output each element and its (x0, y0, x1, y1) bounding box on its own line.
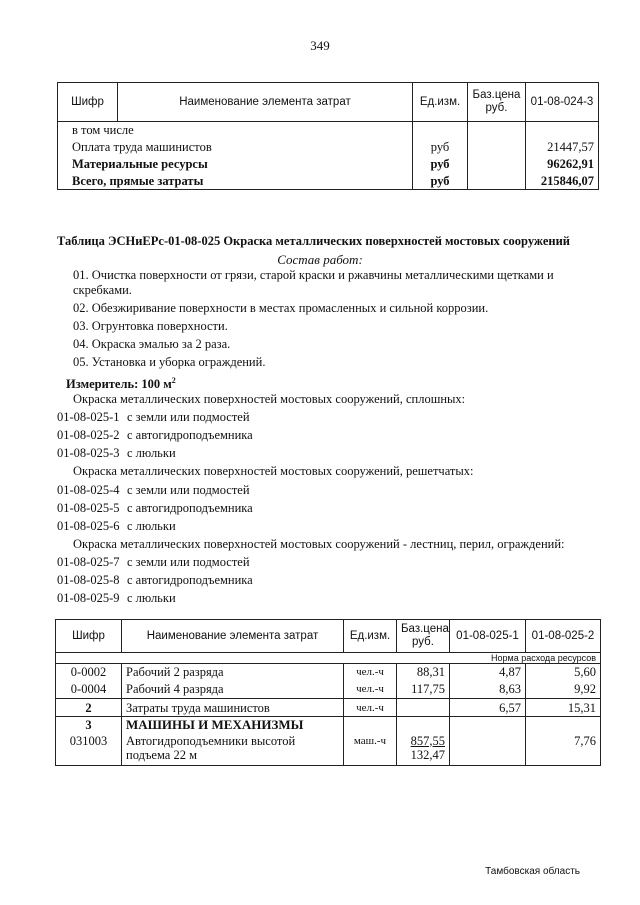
table-header (56, 620, 601, 653)
row-price (468, 156, 526, 173)
row-code: 0-0002 (56, 664, 122, 681)
row-value: 21447,57 (526, 139, 599, 156)
table-header (58, 83, 599, 122)
header-price: Баз.цена руб. (397, 620, 450, 653)
row-name: Материальные ресурсы (58, 156, 413, 173)
header-code-025-2: 01-08-025-2 (526, 620, 601, 653)
row-value-1: 4,87 (450, 664, 526, 681)
row-price (397, 717, 450, 734)
works-subtitle: Состав работ: (277, 252, 363, 267)
row-unit (413, 122, 468, 139)
work-item: скребками. (73, 283, 132, 297)
row-value-2: 5,60 (526, 664, 601, 681)
row-value-1 (450, 734, 526, 766)
row-price (468, 122, 526, 139)
group-heading: Окраска металлических поверхностей мостовых сооружений, сплошных: (73, 392, 466, 406)
item-desc: с автогидроподъемника (127, 573, 253, 587)
row-unit: чел.-ч (344, 699, 397, 717)
row-name (122, 734, 344, 766)
row-price (397, 734, 450, 766)
row-unit: маш.-ч (344, 734, 397, 766)
measure-unit (66, 373, 176, 392)
item-code: 01-08-025-1 (57, 410, 120, 424)
item-code: 01-08-025-8 (57, 573, 120, 587)
table-row (56, 681, 601, 699)
row-value-2: 15,31 (526, 699, 601, 717)
row-unit: руб (413, 156, 468, 173)
table-row (58, 122, 599, 139)
row-value-2: 9,92 (526, 681, 601, 699)
resource-table-025 (55, 619, 601, 766)
row-value-1: 8,63 (450, 681, 526, 699)
list-item (57, 591, 176, 606)
row-name: Всего, прямые затраты (58, 173, 413, 190)
group-heading: Окраска металлических поверхностей мостовых сооружений - лестниц, перил, ограждений: (73, 537, 565, 551)
row-unit: чел.-ч (344, 664, 397, 681)
list-item (57, 483, 250, 498)
item-desc: с люльки (127, 591, 176, 605)
item-desc: с автогидроподъемника (127, 501, 253, 515)
header-name: Наименование элемента затрат (122, 620, 344, 653)
measure-sup: 2 (171, 376, 176, 385)
row-value-2 (526, 717, 601, 734)
table-row (58, 139, 599, 156)
list-item (57, 410, 250, 425)
row-name: МАШИНЫ И МЕХАНИЗМЫ (122, 717, 344, 734)
row-name: Рабочий 4 разряда (122, 681, 344, 699)
header-price: Баз.цена руб. (468, 83, 526, 122)
row-unit: чел.-ч (344, 681, 397, 699)
row-name: Затраты труда машинистов (122, 699, 344, 717)
table-row (58, 173, 599, 190)
row-unit (344, 717, 397, 734)
row-code: 3 (56, 717, 122, 734)
row-code: 0-0004 (56, 681, 122, 699)
item-code: 01-08-025-9 (57, 591, 120, 605)
list-item (57, 428, 253, 443)
row-name: Оплата труда машинистов (58, 139, 413, 156)
row-value: 215846,07 (526, 173, 599, 190)
header-unit: Ед.изм. (344, 620, 397, 653)
row-price: 88,31 (397, 664, 450, 681)
row-unit: руб (413, 173, 468, 190)
header-code: Шифр (56, 620, 122, 653)
table-row (56, 699, 601, 717)
header-name: Наименование элемента затрат (118, 83, 413, 122)
row-unit: руб (413, 139, 468, 156)
item-desc: с люльки (127, 446, 176, 460)
header-code-025-1: 01-08-025-1 (450, 620, 526, 653)
work-item: 05. Установка и уборка ограждений. (73, 355, 266, 369)
row-code: 031003 (56, 734, 122, 766)
footer-region: Тамбовская область (485, 866, 580, 877)
item-desc: с земли или подмостей (127, 410, 250, 424)
list-item (57, 446, 176, 461)
group-heading: Окраска металлических поверхностей мостовых сооружений, решетчатых: (73, 464, 474, 478)
row-name-line-1: Автогидроподъемники высотой (126, 733, 296, 748)
list-item (57, 573, 253, 588)
row-name: в том числе (58, 122, 413, 139)
measure-label: Измеритель: 100 м (66, 377, 172, 392)
item-code: 01-08-025-4 (57, 483, 120, 497)
item-code: 01-08-025-5 (57, 501, 120, 515)
row-price (468, 139, 526, 156)
header-unit: Ед.изм. (413, 83, 468, 122)
table-row (56, 664, 601, 681)
cost-table-024 (57, 82, 599, 190)
row-code: 2 (56, 699, 122, 717)
item-desc: с земли или подмостей (127, 555, 250, 569)
norm-label: Норма расхода ресурсов (397, 653, 601, 664)
work-item: 02. Обезжиривание поверхности в местах промасленных и сильной коррозии. (73, 301, 489, 315)
header-code-024-3: 01-08-024-3 (526, 83, 599, 122)
row-value-1: 6,57 (450, 699, 526, 717)
header-code: Шифр (58, 83, 118, 122)
item-code: 01-08-025-7 (57, 555, 120, 569)
table-row (58, 156, 599, 173)
row-price: 117,75 (397, 681, 450, 699)
item-code: 01-08-025-2 (57, 428, 120, 442)
row-name-line-2: подъема 22 м (126, 747, 197, 762)
item-desc: с автогидроподъемника (127, 428, 253, 442)
item-desc: с земли или подмостей (127, 483, 250, 497)
norm-row (56, 653, 601, 664)
table-row (56, 734, 601, 766)
item-code: 01-08-025-6 (57, 519, 120, 533)
list-item (57, 519, 176, 534)
work-item: 01. Очистка поверхности от грязи, старой краски и ржавчины металлическими щетками и (73, 268, 554, 282)
section-title: Таблица ЭСНиЕРс-01-08-025 Окраска металлических поверхностей мостовых сооружений (57, 234, 570, 248)
row-price-line-1: 857,55 (410, 733, 445, 748)
row-price-line-2: 132,47 (410, 747, 445, 762)
row-value (526, 122, 599, 139)
list-item (57, 501, 253, 516)
list-item (57, 555, 250, 570)
page-number: 349 (310, 38, 330, 53)
row-price (468, 173, 526, 190)
row-price (397, 699, 450, 717)
row-value: 96262,91 (526, 156, 599, 173)
row-name: Рабочий 2 разряда (122, 664, 344, 681)
item-desc: с люльки (127, 519, 176, 533)
row-value-1 (450, 717, 526, 734)
row-value-2: 7,76 (526, 734, 601, 766)
item-code: 01-08-025-3 (57, 446, 120, 460)
work-item: 04. Окраска эмалью за 2 раза. (73, 337, 231, 351)
table-row (56, 717, 601, 734)
work-item: 03. Огрунтовка поверхности. (73, 319, 228, 333)
